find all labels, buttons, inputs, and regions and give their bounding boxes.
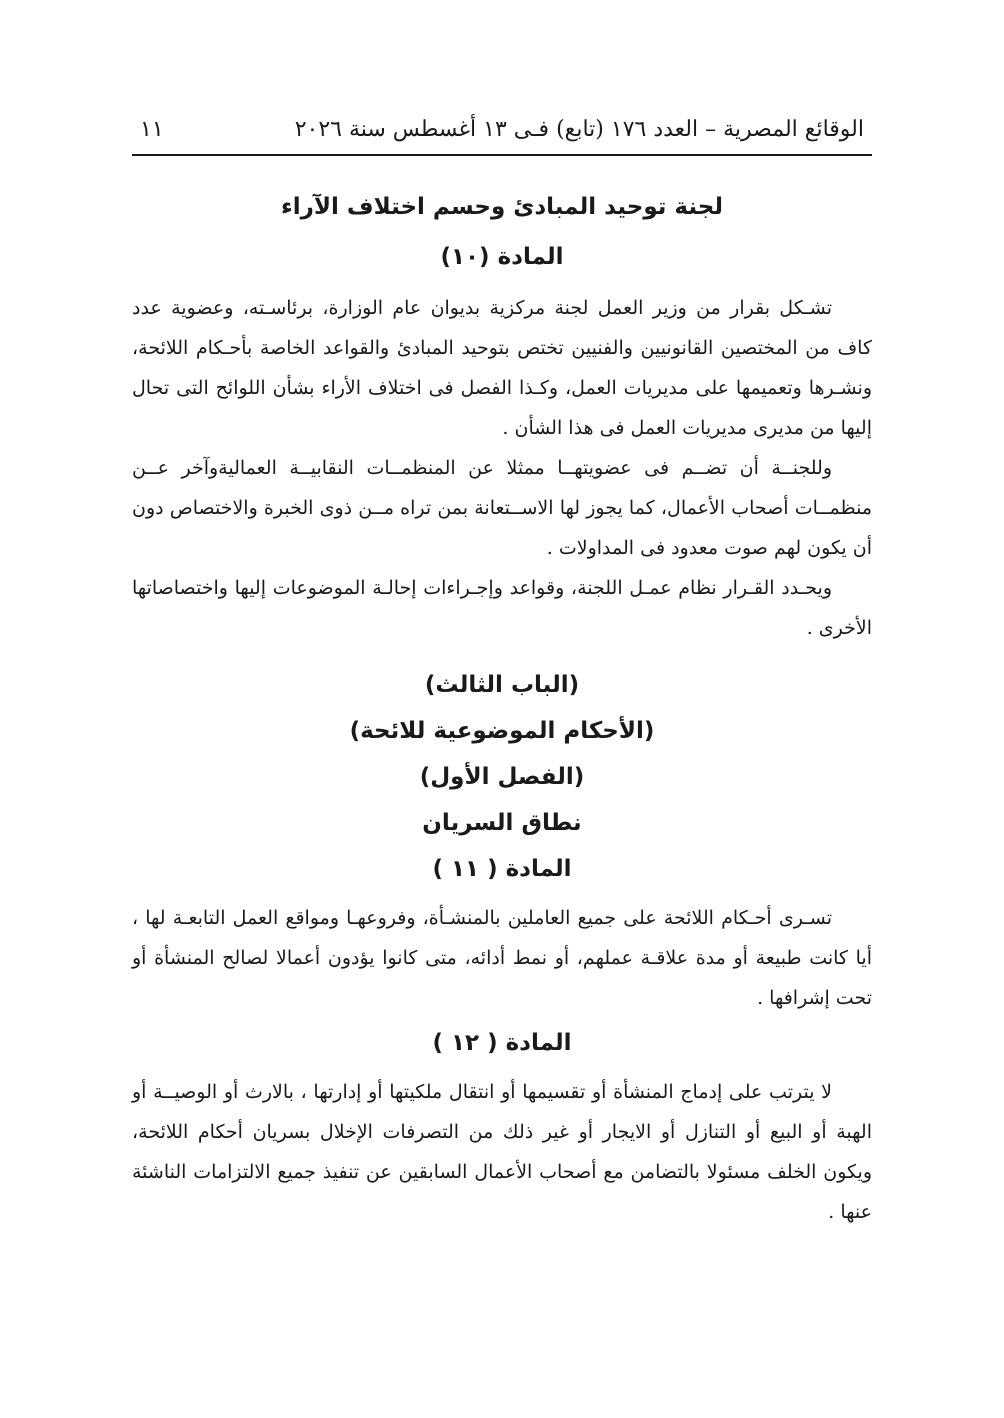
article-heading-12: المادة ( ١٢ ): [432, 1030, 572, 1056]
running-header: [132, 112, 872, 148]
section-heading: لجنة توحيد المبادئ وحسم اختلاف الآراء: [281, 194, 723, 220]
article-10-paragraph-1: تشـكل بقرار من وزير العمل لجنة مركزية بديوان عام الوزارة، برئاسـته، وعضوية عدد كاف من المختصين القانونيين والفنيين تختص بتوحيد المبادئ والقواعد الخاصة بأحـكام اللائحة، ونشـرها وتعميمها على مديريات العمل، وكـذا الفصل فى اختلاف الأراء بشأن اللوائح التى تحال إليها من مديرى مديريات العمل فى هذا الشأن .: [132, 297, 872, 439]
article-10-paragraph-2: وللجنــة أن تضــم فى عضويتهــا ممثلا عن المنظمــات النقابيــة العماليةوآخر عــن منظمــات أصحاب الأعمال، كما يجوز لها الاســتعانة بمن تراه مــن ذوى الخبرة والاختصاص دون أن يكون لهم صوت معدود فى المداولات .: [132, 457, 872, 559]
article-12-paragraph-1: لا يترتب على إدماج المنشأة أو تقسيمها أو انتقال ملكيتها أو إدارتها ، بالارث أو الوصيــة أو الهبة أو البيع أو التنازل أو الايجار أو غير ذلك من التصرفات الإخلال بسريان أحكام اللائحة، ويكون الخلف مسئولا بالتضامن مع أصحاب الأعمال السابقين عن تنفيذ جميع الالتزامات الناشئة عنها .: [132, 1081, 872, 1223]
document-page: [132, 112, 872, 1358]
page-number: ١١: [140, 117, 164, 142]
chapter-fasl-title: نطاق السريان: [422, 810, 582, 836]
header-rule: [132, 154, 872, 156]
chapter-title: (الأحكام الموضوعية للائحة): [349, 718, 655, 744]
article-10-paragraph-3: ويحـدد القـرار نظام عمـل اللجنة، وقواعد وإجـراءات إحالـة الموضوعات إليها واختصاصاتها الأخرى .: [132, 577, 872, 639]
article-heading-10: المادة (١٠): [440, 244, 564, 270]
header-title: الوقائع المصرية – العدد ١٧٦ (تابع) فـى ١٣ أغسطس سنة ٢٠٢٦: [294, 117, 864, 142]
article-11-paragraph-1: تسـرى أحـكام اللائحة على جميع العاملين بالمنشـأة، وفروعهـا ومواقع العمل التابعـة لها ، أيا كانت طبيعة أو مدة علاقـة عملهم، أو نمط أدائه، متى كانوا يؤدون أعمالا لصالح المنشأة أو تحت إشرافها .: [132, 907, 872, 1009]
chapter-fasl: (الفصل الأول): [419, 764, 585, 790]
article-heading-11: المادة ( ١١ ): [432, 856, 572, 882]
chapter-bab: (الباب الثالث): [424, 672, 580, 698]
